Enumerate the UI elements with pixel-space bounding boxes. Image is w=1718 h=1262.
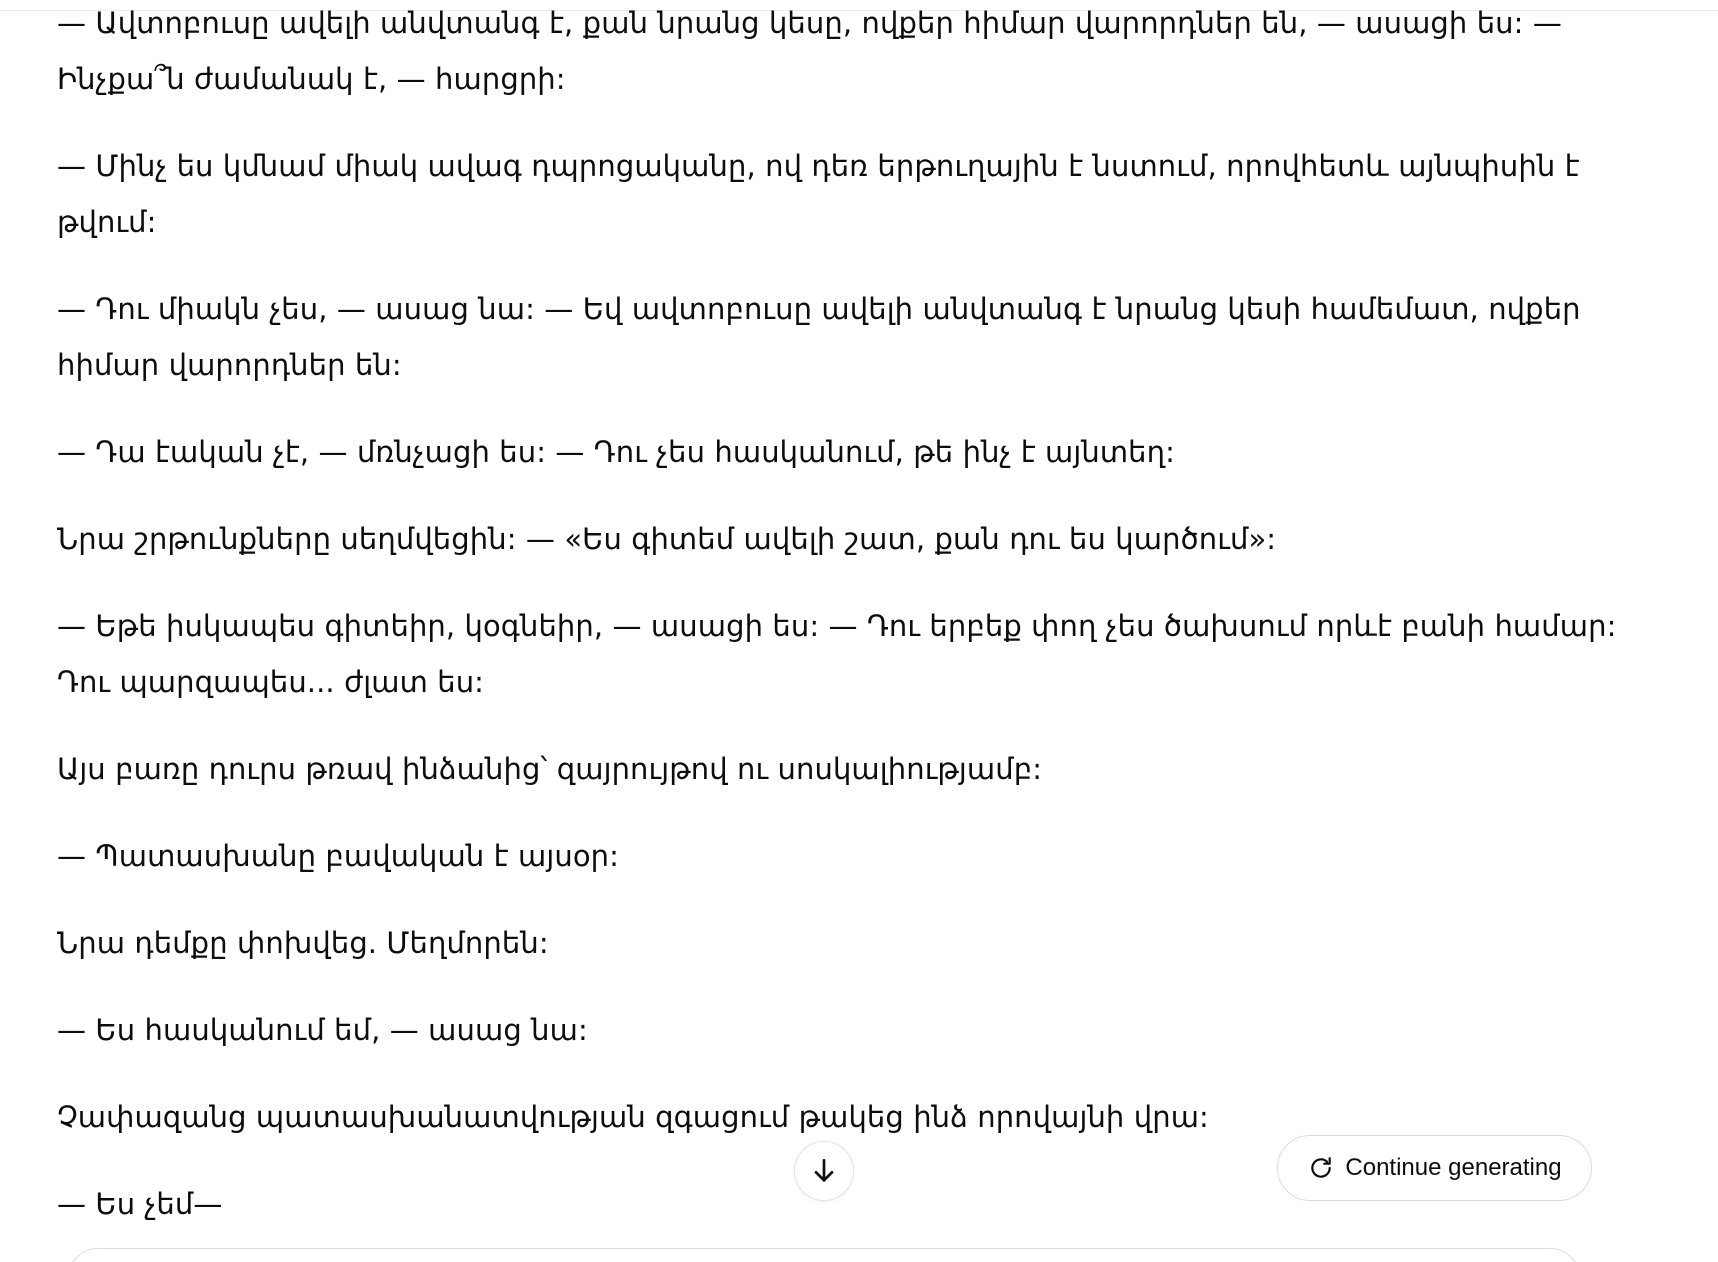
message-paragraph: — Եթե իսկապես գիտեիր, կօգնեիր, — ասացի ես: — Դու երբեք փող չես ծախսում որևէ բանի համար: Դու պարզապես... ժլատ ես:	[57, 609, 1617, 699]
continue-generating-button[interactable]	[1277, 1135, 1592, 1201]
message-paragraph: — Պատասխանը բավական է այսօր:	[57, 839, 619, 873]
message-paragraph: — Դա էական չէ, — մռնչացի ես: — Դու չես հասկանում, թե ինչ է այնտեղ:	[57, 435, 1176, 469]
refresh-icon	[1307, 1154, 1335, 1182]
continue-generating-label: Continue generating	[1345, 1154, 1562, 1181]
message-paragraph: — Մինչ ես կմնամ միակ ավագ դպրոցականը, ով դեռ երթուղային է նստում, որովհետև այնպիսին է թվում:	[57, 149, 1580, 239]
scroll-to-bottom-button[interactable]	[794, 1141, 854, 1201]
message-paragraph: — Ավտոբուսը ավելի անվտանգ է, քան նրանց կեսը, ովքեր հիմար վարորդներ են, — ասացի ես: — Ինչքա՞ն ժամանակ է, — հարցրի:	[57, 6, 1562, 96]
message-composer[interactable]	[68, 1248, 1580, 1262]
message-paragraph: — Ես չեմ—	[57, 1187, 223, 1221]
message-paragraph: — Ես հասկանում եմ, — ասաց նա:	[57, 1013, 588, 1047]
message-paragraph: — Դու միակն չես, — ասաց նա: — Եվ ավտոբուսը ավելի անվտանգ է նրանց կեսի համեմատ, ովքեր հիմար վարորդներ են:	[57, 292, 1581, 382]
message-paragraph: Նրա շրթունքները սեղմվեցին: — «Ես գիտեմ ավելի շատ, քան դու ես կարծում»:	[57, 522, 1277, 556]
message-paragraph: Նրա դեմքը փոխվեց. Մեղմորեն:	[57, 926, 549, 960]
message-paragraph: Չափազանց պատասխանատվության զգացում թակեց ինձ որովայնի վրա:	[57, 1100, 1209, 1134]
assistant-message	[57, 0, 1617, 1262]
arrow-down-icon	[808, 1155, 840, 1187]
message-paragraph: Այս բառը դուրս թռավ ինձանից՝ զայրույթով ու սոսկալիությամբ:	[57, 752, 1043, 786]
